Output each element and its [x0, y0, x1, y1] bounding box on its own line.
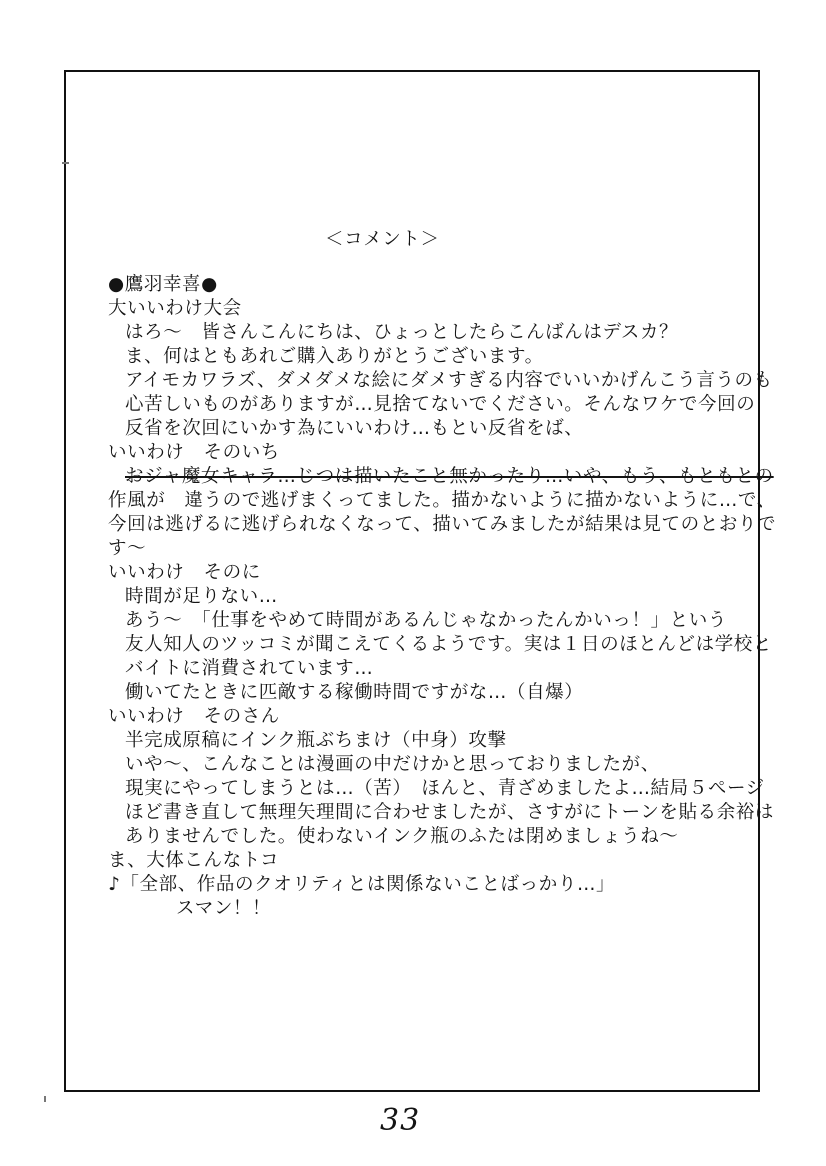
- excuse-heading: いいわけ そのさん: [108, 706, 280, 727]
- text-line: 友人知人のツッコミが聞こえてくるようです。実は１日のほとんどは学校と: [125, 634, 772, 655]
- text-line: ま、大体こんなトコ: [108, 850, 280, 871]
- section-title: 大いいわけ大会: [108, 298, 242, 319]
- text-line: はろ～ 皆さんこんにちは、ひょっとしたらこんばんはデスカ？: [125, 322, 679, 343]
- closing-apology: スマン！！: [176, 898, 272, 919]
- text-line: 反省を次回にいかす為にいいわけ…もとい反省をば、: [125, 418, 584, 439]
- text-line: す～: [108, 538, 147, 559]
- text-line: アイモカワラズ、ダメダメな絵にダメすぎる内容でいいかげんこう言うのも: [125, 370, 773, 391]
- text-line: ほど書き直して無理矢理間に合わせましたが、さすがにトーンを貼る余裕は: [125, 802, 775, 823]
- page-number: 33: [380, 1103, 421, 1138]
- text-line: 現実にやってしまうとは…（苦） ほんと、青ざめましたよ…結局５ページ: [125, 778, 765, 799]
- comment-heading: ＜コメント＞: [325, 229, 440, 250]
- author-name: ●鷹羽幸喜●: [108, 274, 218, 295]
- text-line: 作風が 違うので逃げまくってました。描かないように描かないように…で、: [108, 490, 776, 511]
- text-line: 働いてたときに匹敵する稼働時間ですがな…（自爆）: [125, 682, 584, 703]
- excuse-heading: いいわけ そのいち: [108, 442, 280, 463]
- margin-mark: [62, 162, 69, 164]
- text-line: 半完成原稿にインク瓶ぶちまけ（中身）攻撃: [125, 730, 507, 751]
- text-line: いや～、こんなことは漫画の中だけかと思っておりましたが、: [125, 754, 660, 775]
- text-line: おジャ魔女キャラ…じつは描いたこと無かったり…いや、もう、もともとの: [125, 466, 774, 487]
- text-line: 今回は逃げるに逃げられなくなって、描いてみましたが結果は見てのとおりで: [108, 514, 777, 535]
- excuse-heading: いいわけ そのに: [108, 562, 261, 583]
- text-line: 時間が足りない…: [125, 586, 278, 607]
- text-line: あう～ 「仕事をやめて時間があるんじゃなかったんかいっ！」という: [125, 610, 727, 631]
- text-line: ありませんでした。使わないインク瓶のふたは閉めましょうね～: [125, 826, 679, 847]
- text-line: 心苦しいものがありますが…見捨てないでください。そんなワケで今回の: [125, 394, 756, 415]
- margin-mark: [44, 1096, 46, 1102]
- text-line: バイトに消費されています…: [125, 658, 374, 679]
- closing-quote: ♪「全部、作品のクオリティとは関係ないことばっかり…」: [108, 874, 616, 895]
- text-line: ま、何はともあれご購入ありがとうございます。: [125, 346, 544, 367]
